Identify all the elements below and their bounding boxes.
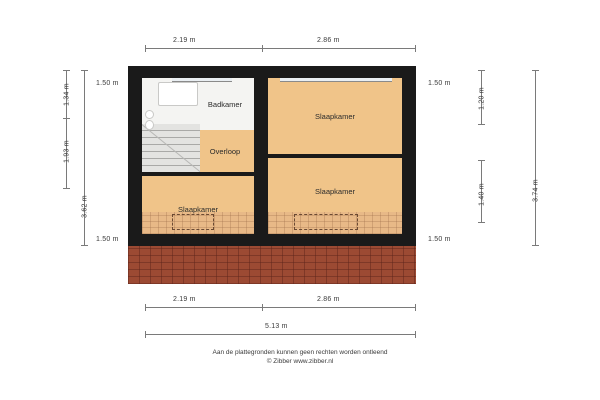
wall-right: [402, 66, 416, 246]
bottom-dimension-tick-3: [415, 304, 416, 311]
bottom-total-tick-2: [415, 331, 416, 338]
right-dimension-tick-e: [532, 70, 539, 71]
top-dimension-line-right: [262, 48, 415, 49]
right-dimension-tick-a: [478, 70, 485, 71]
room-label-slaapkamer-topright: Slaapkamer: [314, 112, 356, 121]
bottom-dimension-tick-1: [145, 304, 146, 311]
right-dimension-tick-f: [532, 245, 539, 246]
wall-interior-vertical-center: [254, 66, 268, 246]
right-dimension-label-140: 1.40 m: [478, 183, 486, 206]
left-dimension-label-193: 1.93 m: [63, 140, 71, 163]
room-label-badkamer: Badkamer: [207, 100, 243, 109]
dormer-outline-right: [294, 214, 358, 230]
left-dimension-tick-d: [81, 70, 88, 71]
floorplan-drawing: [128, 66, 416, 266]
bottom-dimension-line-right: [262, 307, 415, 308]
right-dimension-line-374: [535, 70, 536, 245]
top-dimension-tick-1: [145, 45, 146, 52]
right-dimension-tick-b: [478, 124, 485, 125]
bottom-dimension-label-2: 2.86 m: [317, 296, 340, 303]
left-inner-label-bottom: 1.50 m: [96, 236, 119, 243]
footer-line-2: © Zibber www.zibber.nl: [266, 357, 334, 365]
room-label-slaapkamer-bottomright: Slaapkamer: [314, 187, 356, 196]
right-inner-label-bottom: 1.50 m: [428, 236, 451, 243]
sink-fixture: [145, 110, 154, 119]
left-dimension-tick-c: [63, 188, 70, 189]
room-label-overloop: Overloop: [209, 147, 241, 156]
right-dimension-tick-c: [478, 160, 485, 161]
toilet-fixture: [145, 120, 154, 130]
footer-line-1: Aan de plattegronden kunnen geen rechten worden ontleend: [212, 349, 388, 356]
bottom-dimension-line-left: [145, 307, 262, 308]
right-dimension-label-120: 1.20 m: [478, 87, 486, 110]
right-dimension-tick-d: [478, 222, 485, 223]
wall-interior-horizontal-left: [142, 172, 254, 176]
left-dimension-label-134: 1.34 m: [63, 83, 71, 106]
top-dimension-tick-3: [415, 45, 416, 52]
top-dimension-line-left: [145, 48, 262, 49]
top-dimension-label-1: 2.19 m: [173, 37, 196, 44]
left-dimension-tick-a: [63, 70, 70, 71]
bottom-total-tick-1: [145, 331, 146, 338]
wall-interior-horizontal-right: [268, 154, 402, 158]
wall-top: [128, 66, 416, 78]
bottom-total-dimension-line: [145, 334, 415, 335]
left-inner-label-top: 1.50 m: [96, 80, 119, 87]
wall-left: [128, 66, 142, 246]
top-dimension-label-2: 2.86 m: [317, 37, 340, 44]
left-dimension-label-362: 3.62 m: [81, 195, 89, 218]
bottom-total-dimension-label: 5.13 m: [265, 323, 288, 330]
wall-bottom: [128, 234, 416, 246]
room-label-slaapkamer-bottomleft: Slaapkamer: [177, 205, 219, 214]
footer-disclaimer: [0, 349, 600, 367]
right-inner-label-top: 1.50 m: [428, 80, 451, 87]
roof-hatch-band: [128, 246, 416, 284]
left-dimension-tick-e: [81, 245, 88, 246]
dormer-outline-left: [172, 214, 214, 230]
right-dimension-label-374: 3.74 m: [532, 179, 540, 202]
bottom-dimension-label-1: 2.19 m: [173, 296, 196, 303]
